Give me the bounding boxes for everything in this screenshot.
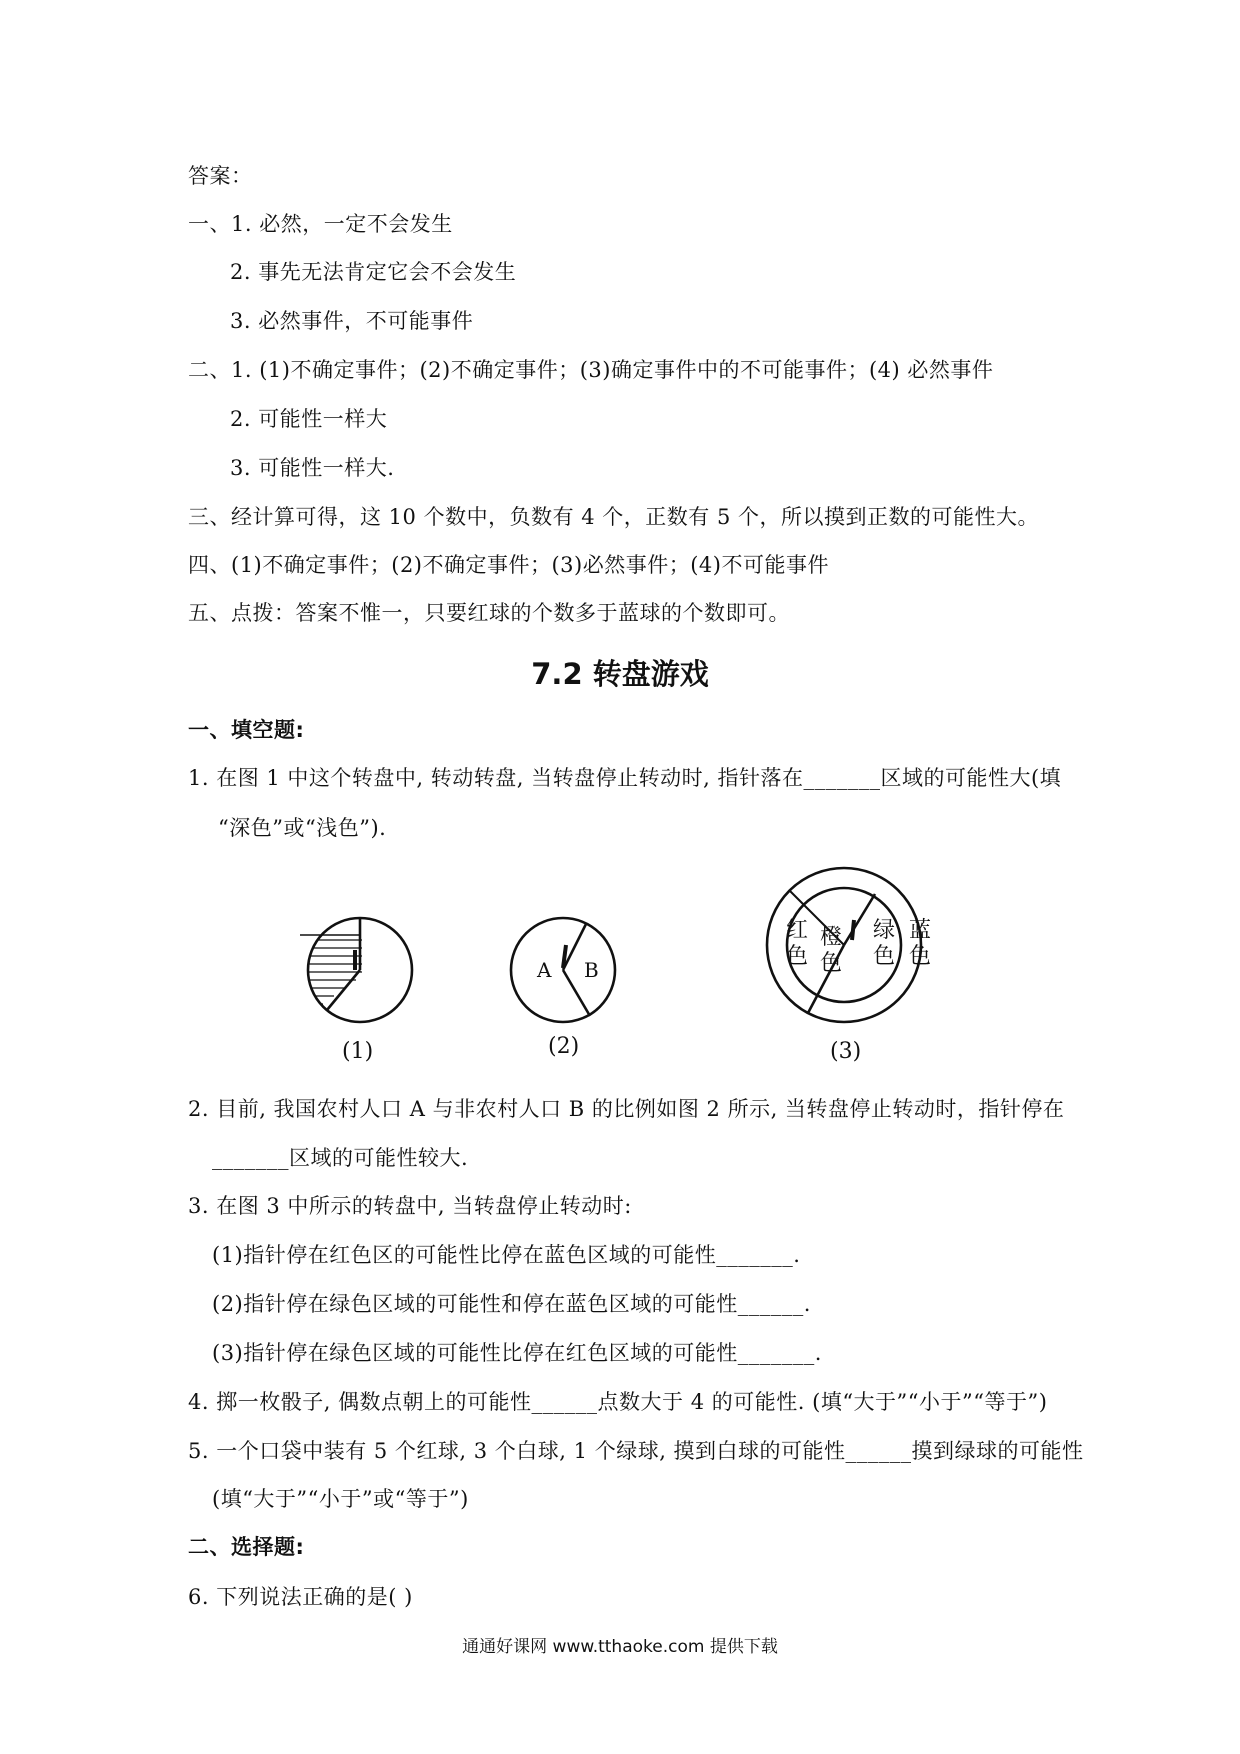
answer-line: 三、经计算可得，这 10 个数中，负数有 4 个，正数有 5 个，所以摸到正数的可能性大。 [188,505,1039,529]
answer-line: 五、点拨：答案不惟一，只要红球的个数多于蓝球的个数即可。 [188,601,790,625]
fig3-caption: (3) [830,1039,862,1064]
answer-line: 3. 可能性一样大. [230,456,395,480]
answer-line: 2. 事先无法肯定它会不会发生 [230,260,517,284]
question-2-cont: _______区域的可能性较大. [212,1146,469,1170]
fig3-label-green: 绿色 [873,918,896,969]
spinner-2 [511,918,615,1022]
fig2-label-b: B [584,958,599,982]
spinner-1 [300,918,412,1022]
question-5: 5. 一个口袋中装有 5 个红球, 3 个白球, 1 个绿球, 摸到白球的可能性______摸到绿球的可能性 [188,1439,1084,1463]
fig3-label-blue: 蓝色 [909,918,932,969]
question-3: 3. 在图 3 中所示的转盘中, 当转盘停止转动时: [188,1194,632,1218]
answers-heading: 答案： [188,164,253,188]
question-2: 2. 目前, 我国农村人口 A 与非农村人口 B 的比例如图 2 所示, 当转盘停止转动时，指针停在 [188,1097,1065,1121]
answer-line: 2. 可能性一样大 [230,407,388,431]
question-4: 4. 掷一枚骰子, 偶数点朝上的可能性______点数大于 4 的可能性. (填“大于”“小于”“等于”) [188,1390,1048,1414]
part2-heading: 二、选择题: [188,1535,305,1559]
question-6: 6. 下列说法正确的是( ) [188,1585,413,1609]
page-footer: 通通好课网 www.tthaoke.com 提供下载 [462,1637,778,1657]
question-1-cont: “深色”或“浅色”). [218,816,387,840]
question-3-1: (1)指针停在红色区的可能性比停在蓝色区域的可能性_______. [212,1243,801,1267]
section-title: 7.2 转盘游戏 [531,657,709,691]
fig3-label-orange: 橙色 [820,925,843,976]
question-5-cont: (填“大于”“小于”或“等于”) [212,1487,469,1511]
question-3-2: (2)指针停在绿色区域的可能性和停在蓝色区域的可能性______. [212,1292,811,1316]
part1-heading: 一、填空题: [188,718,305,742]
answer-line: 一、1. 必然，一定不会发生 [188,212,453,236]
fig3-label-red: 红色 [786,918,809,969]
answer-line: 3. 必然事件，不可能事件 [230,309,474,333]
answer-line: 二、1. (1)不确定事件；(2)不确定事件；(3)确定事件中的不可能事件；(4) 必然事件 [188,358,994,382]
fig2-caption: (2) [548,1034,580,1059]
question-3-3: (3)指针停在绿色区域的可能性比停在红色区域的可能性_______. [212,1341,822,1365]
question-1: 1. 在图 1 中这个转盘中, 转动转盘, 当转盘停止转动时, 指针落在_______区域的可能性大(填 [188,766,1062,790]
answer-line: 四、(1)不确定事件；(2)不确定事件；(3)必然事件；(4)不可能事件 [188,553,829,577]
fig1-caption: (1) [342,1039,374,1064]
fig2-label-a: A [537,958,552,982]
